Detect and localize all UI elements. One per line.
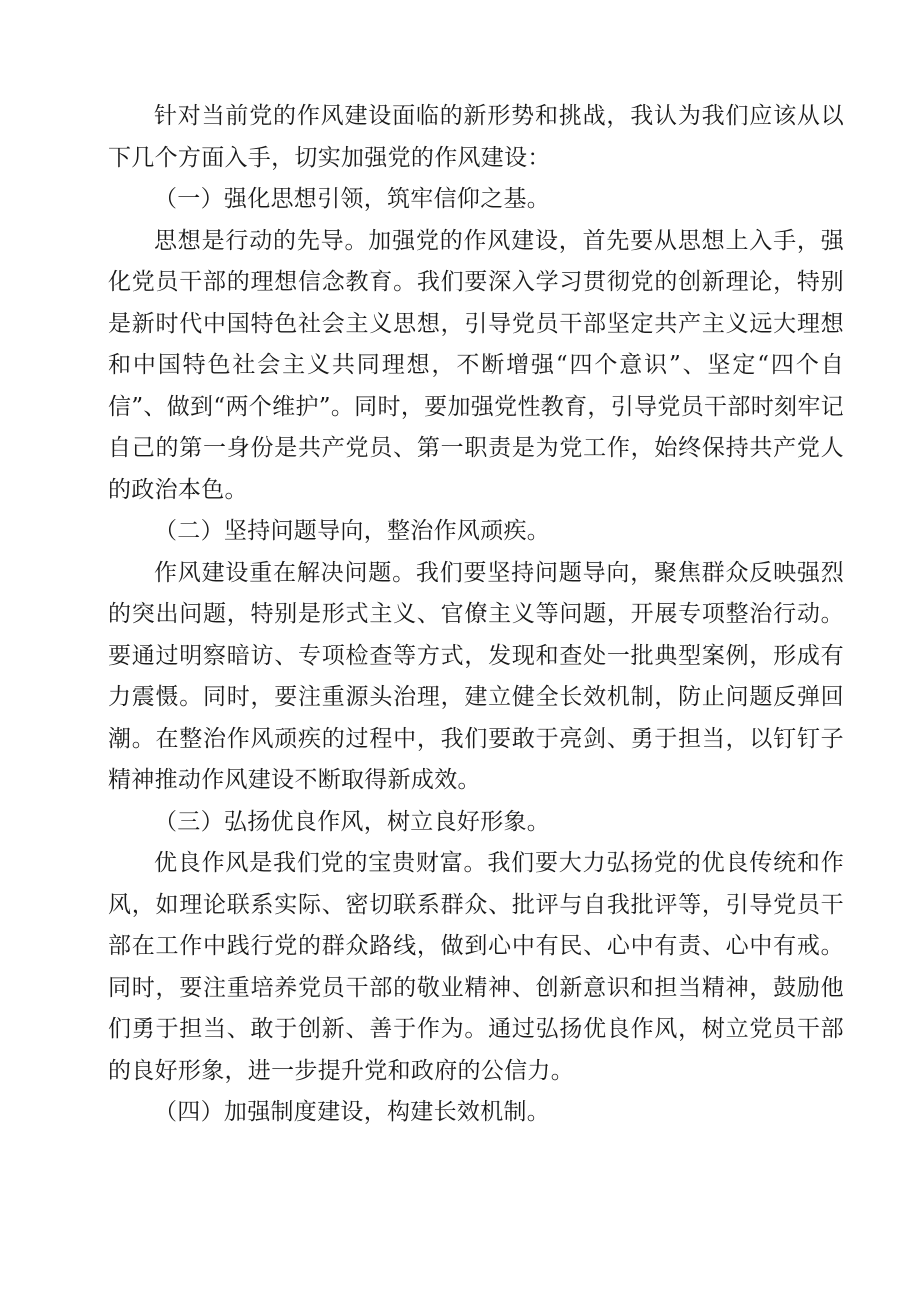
section-heading-1: （一）强化思想引领，筑牢信仰之基。	[154, 186, 551, 212]
section-heading-2: （二）坚持问题导向，整治作风顽疾。	[154, 518, 551, 544]
section-paragraph-1: 思想是行动的先导。加强党的作风建设，首先要从思想上入手，强化党员干部的理想信念教育。我们要深入学习贯彻党的创新理论，特别是新时代中国特色社会主义思想，引导党员干部坚定共产主义远大理想和中国特色社会主义共同理想，不断增强“四个意识”、坚定“四个自信”、做到“两个维护”。同时，要加强党性教育，引导党员干部时刻牢记自己的第一身份是共产党员、第一职责是为党工作，始终保持共产党人的政治本色。	[108, 227, 844, 503]
intro-paragraph: 针对当前党的作风建设面临的新形势和挑战，我认为我们应该从以下几个方面入手，切实加强党的作风建设：	[108, 103, 844, 171]
section-heading-4: （四）加强制度建设，构建长效机制。	[154, 1099, 551, 1125]
section-paragraph-3: 优良作风是我们党的宝贵财富。我们要大力弘扬党的优良传统和作风，如理论联系实际、密切联系群众、批评与自我批评等，引导党员干部在工作中践行党的群众路线，做到心中有民、心中有责、心中有戒。同时，要注重培养党员干部的敬业精神、创新意识和担当精神，鼓励他们勇于担当、敢于创新、善于作为。通过弘扬优良作风，树立党员干部的良好形象，进一步提升党和政府的公信力。	[108, 850, 844, 1084]
section-heading-3: （三）弘扬优良作风，树立良好形象。	[154, 808, 551, 835]
section-paragraph-2: 作风建设重在解决问题。我们要坚持问题导向，聚焦群众反映强烈的突出问题，特别是形式主义、官僚主义等问题，开展专项整治行动。要通过明察暗访、专项检查等方式，发现和查处一批典型案例，形成有力震慑。同时，要注重源头治理，建立健全长效机制，防止问题反弹回潮。在整治作风顽疾的过程中，我们要敢于亮剑、勇于担当，以钉钉子精神推动作风建设不断取得新成效。	[108, 559, 844, 793]
document-body	[108, 96, 844, 1134]
